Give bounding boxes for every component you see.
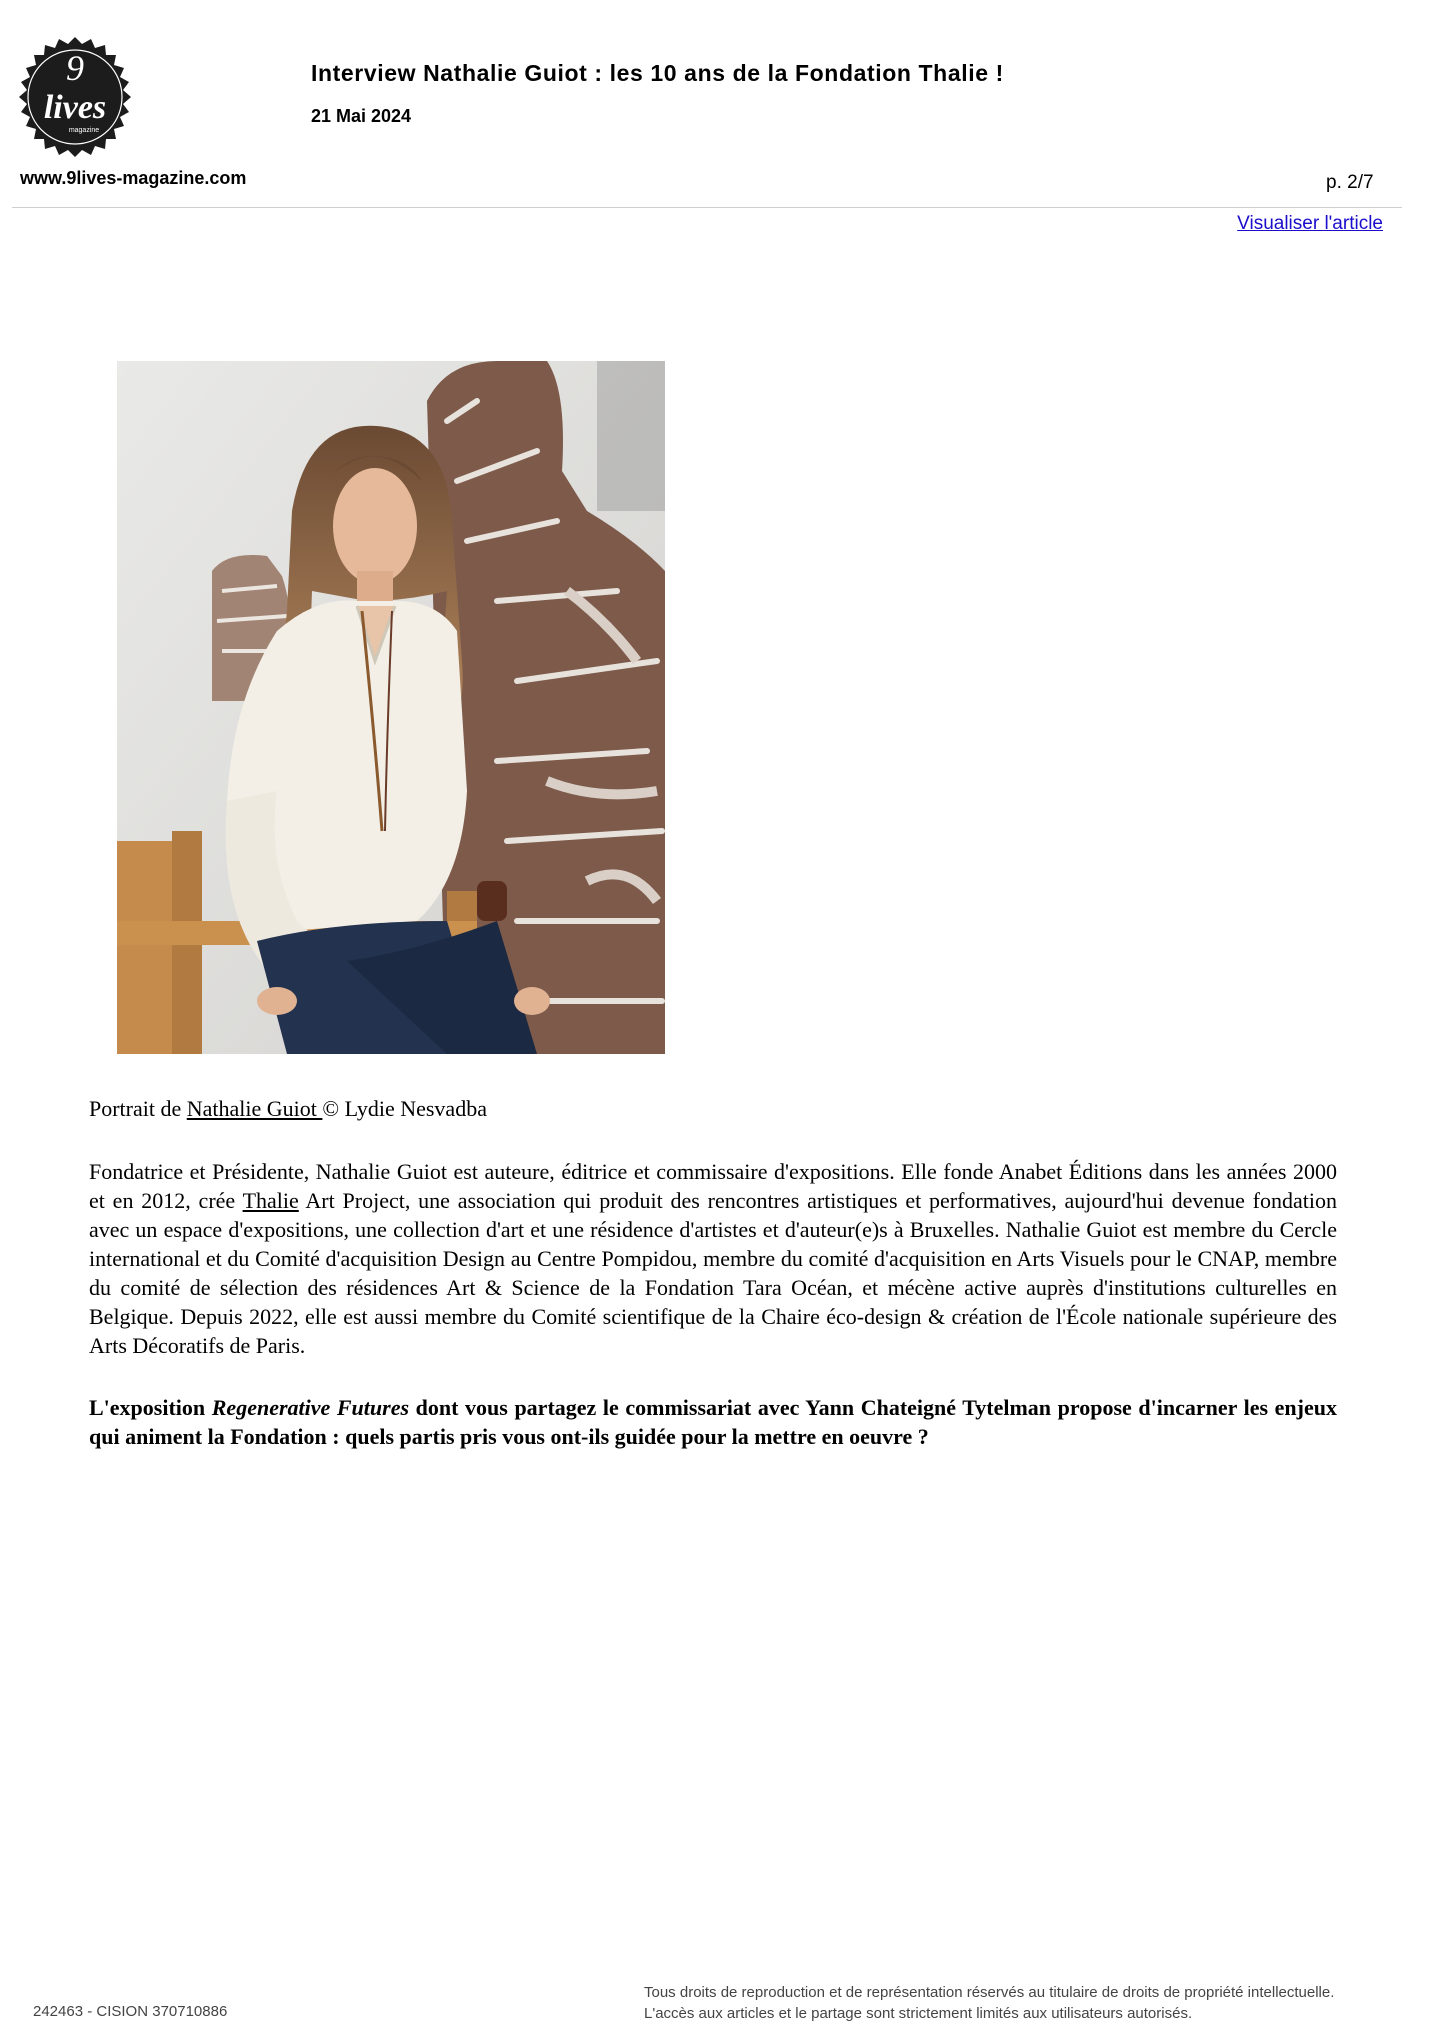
interview-question [89, 1393, 1337, 1451]
page-number: p. 2/7 [1326, 172, 1374, 193]
9lives-logo [14, 36, 136, 158]
article-content [89, 1094, 1337, 1451]
footer-rights [644, 1982, 1434, 2024]
caption-credit: © Lydie Nesvadba [322, 1096, 487, 1121]
caption-prefix: Portrait de [89, 1096, 187, 1121]
footer-rights-line-1: Tous droits de reproduction et de représentation réservés au titulaire de droits de propriété intellectuelle. [644, 1984, 1335, 2001]
footer-cision-id: 242463 - CISION 370710886 [33, 2003, 228, 2020]
question-part-2: dont vous partagez le commissariat avec Yann Chateigné Tytelman propose d'incarner les enjeux qui animent la Fondation : quels partis pris vous ont-ils guidée pour la mettre en oeuvre ? [89, 1395, 1337, 1449]
site-url: www.9lives-magazine.com [20, 168, 247, 188]
article-title: Interview Nathalie Guiot : les 10 ans de la Fondation Thalie ! [311, 60, 1004, 86]
logo-small: magazine [68, 127, 100, 134]
header-divider [12, 207, 1402, 208]
bio-part-2: Art Project, une association qui produit des rencontres artistiques et performatives, aujourd'hui devenue fondation avec un espace d'expositions, une collection d'art et une résidence d'artistes et d'auteur(e)s à Bruxelles. Nathalie Guiot est membre du Cercle international et du Comité d'acquisition Design au Centre Pompidou, membre du comité d'acquisition en Arts Visuels pour le CNAP, membre du comité de sélection des résidences Art & Science de la Fondation Tara Océan, et mécène active auprès d'institutions culturelles en Belgique. Depuis 2022, elle est aussi membre du Comité scientifique de la Chaire éco-design & création de l'École nationale supérieure des Arts Décoratifs de Paris. [89, 1188, 1337, 1358]
article-date: 21 Mai 2024 [311, 106, 412, 126]
portrait-photo [117, 361, 665, 1054]
thalie-link[interactable]: Thalie [242, 1188, 299, 1213]
footer-rights-line-2: L'accès aux articles et le partage sont strictement limités aux utilisateurs autorisés. [644, 2005, 1193, 2022]
logo-number: 9 [66, 48, 84, 88]
bio-part-1: Fondatrice et Présidente, Nathalie Guiot est auteure, éditrice et commissaire d'expositions. Elle fonde Anabet Éditions dans les années 2000 et en 2012, crée [89, 1159, 1337, 1213]
exhibition-title: Regenerative Futures [211, 1395, 410, 1420]
caption-name-link[interactable]: Nathalie Guiot [186, 1096, 323, 1121]
question-part-1: L'exposition [89, 1395, 212, 1420]
view-article-link[interactable]: Visualiser l'article [1237, 213, 1383, 234]
bio-paragraph [89, 1157, 1337, 1360]
photo-caption [89, 1094, 1337, 1123]
logo-word: lives [43, 89, 107, 126]
